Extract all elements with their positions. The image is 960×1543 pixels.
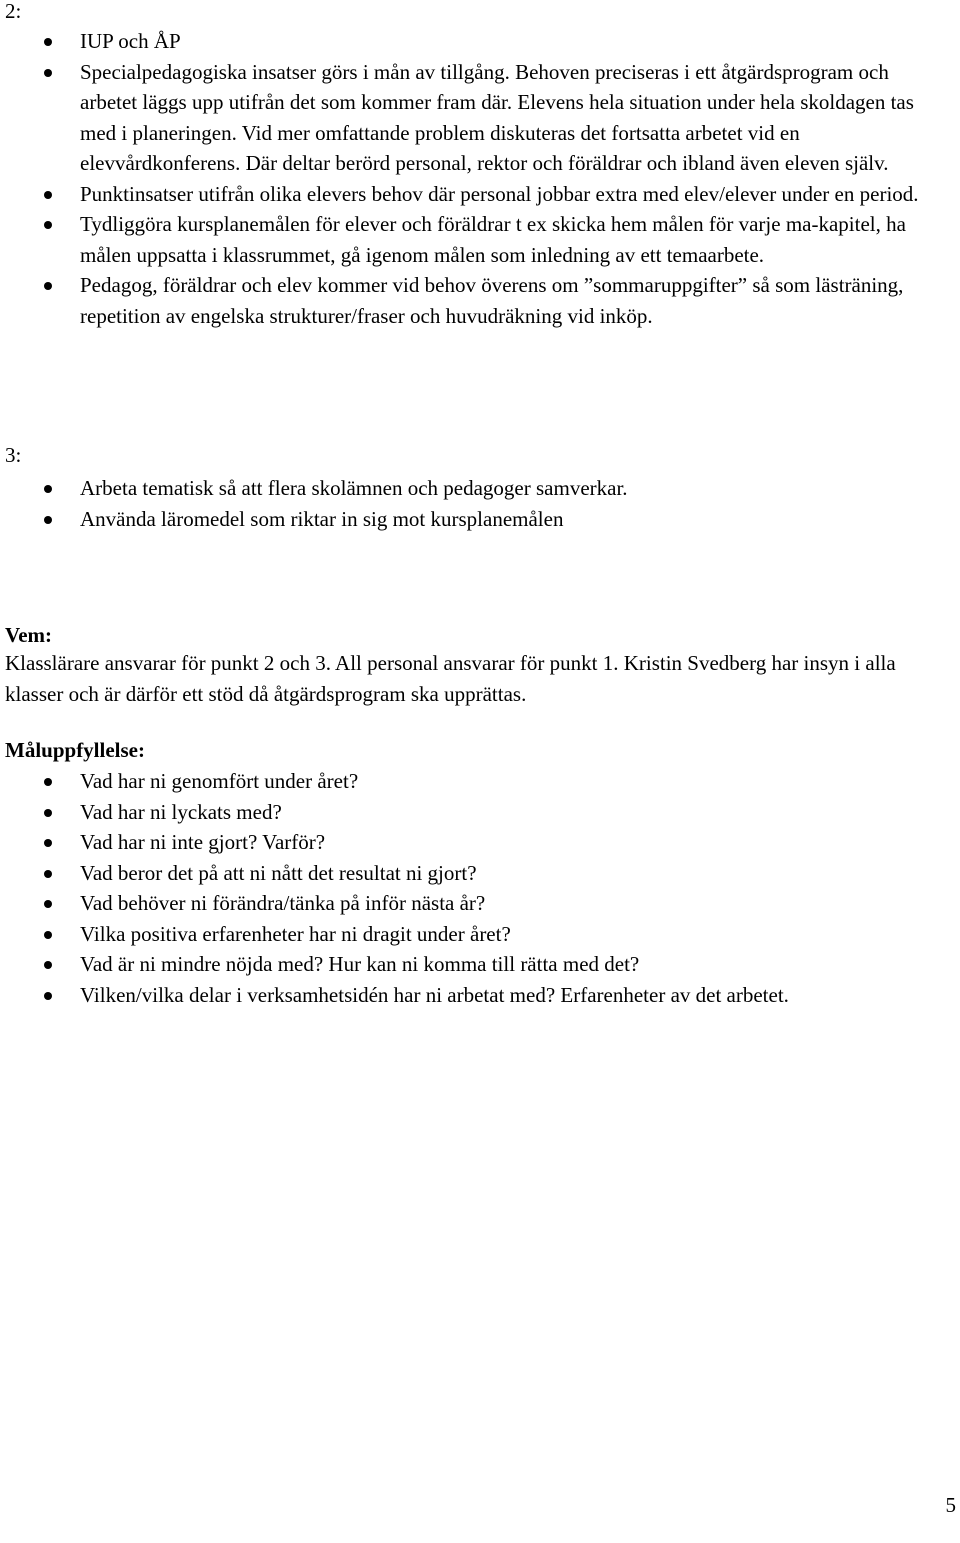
list-item-text: IUP och ÅP [80, 29, 181, 53]
vem-heading: Vem: [5, 623, 53, 647]
bullet-icon [44, 961, 52, 969]
bullet-icon [44, 69, 52, 77]
bullet-icon [44, 38, 52, 46]
list-item-text: Använda läromedel som riktar in sig mot kursplanemålen [80, 506, 564, 531]
list-item [0, 766, 960, 797]
bullet-icon [44, 485, 52, 493]
list-item-text: Specialpedagogiska insatser görs i mån av tillgång. Behoven preciseras i ett åtgärdsprogram och arbetet läggs upp utifrån det som kommer fram där. Elevens hela situation under hela skoldagen tas med i planeringen. Vid mer omfattande problem diskuteras det fortsatta arbetet vid en elevvårdkonferens. Där deltar berörd personal, rektor och föräldrar och ibland även eleven själv. [80, 59, 914, 175]
vem-paragraph: Klasslärare ansvarar för punkt 2 och 3. All personal ansvarar för punkt 1. Kristin Svedberg har insyn i alla klasser och är därför ett stöd då åtgärdsprogram ska upprättas. [5, 651, 896, 706]
list-item [0, 858, 960, 889]
list-item [0, 504, 960, 535]
list-item-text: Vad har ni lyckats med? [80, 799, 282, 824]
list-item [0, 980, 960, 1011]
list-item [0, 270, 960, 331]
bullet-icon [44, 900, 52, 908]
section-3-label: 3: [5, 443, 22, 467]
bullet-icon [44, 516, 52, 524]
bullet-icon [44, 221, 52, 229]
list-item [0, 827, 960, 858]
list-item-text: Punktinsatser utifrån olika elevers behov där personal jobbar extra med elev/elever under en period. [80, 181, 919, 206]
list-item [0, 888, 960, 919]
maluppfyllelse-list [0, 766, 960, 1010]
list-item-text: Vad behöver ni förändra/tänka på inför nästa år? [80, 891, 486, 915]
list-item [0, 473, 960, 504]
bullet-icon [44, 809, 52, 817]
list-item-text: Vad har ni genomfört under året? [80, 769, 359, 793]
list-item [0, 797, 960, 828]
bullet-icon [44, 778, 52, 786]
list-item [0, 209, 960, 270]
bullet-icon [44, 839, 52, 847]
list-item-text: Vilken/vilka delar i verksamhetsidén har ni arbetat med? Erfarenheter av det arbetet. [80, 982, 789, 1007]
list-item [0, 179, 960, 210]
list-item-text: Vad beror det på att ni nått det resultat ni gjort? [80, 860, 477, 885]
section-2-label: 2: [5, 0, 22, 23]
bullet-icon [44, 191, 52, 199]
section-3-list [0, 473, 960, 534]
list-item-text: Vilka positiva erfarenheter har ni dragit under året? [80, 921, 511, 946]
list-item [0, 26, 960, 57]
maluppfyllelse-heading: Måluppfyllelse: [5, 738, 145, 762]
list-item-text: Pedagog, föräldrar och elev kommer vid behov överens om ”sommaruppgifter” så som lästräning, repetition av engelska strukturer/fraser och huvudräkning vid inköp. [80, 273, 904, 328]
list-item-text: Tydliggöra kursplanemålen för elever och föräldrar t ex skicka hem målen för varje ma-kapitel, ha målen uppsatta i klassrummet, gå igenom målen som inledning av ett temaarbete. [80, 212, 906, 267]
list-item [0, 949, 960, 980]
section-2-list [0, 26, 960, 331]
bullet-icon [44, 870, 52, 878]
list-item-text: Arbeta tematisk så att flera skolämnen och pedagoger samverkar. [80, 476, 628, 500]
list-item-text: Vad är ni mindre nöjda med? Hur kan ni komma till rätta med det? [80, 952, 640, 976]
bullet-icon [44, 282, 52, 290]
list-item [0, 57, 960, 179]
bullet-icon [44, 931, 52, 939]
page-number: 5 [945, 1493, 956, 1517]
list-item-text: Vad har ni inte gjort? Varför? [80, 830, 326, 854]
bullet-icon [44, 992, 52, 1000]
list-item [0, 919, 960, 950]
